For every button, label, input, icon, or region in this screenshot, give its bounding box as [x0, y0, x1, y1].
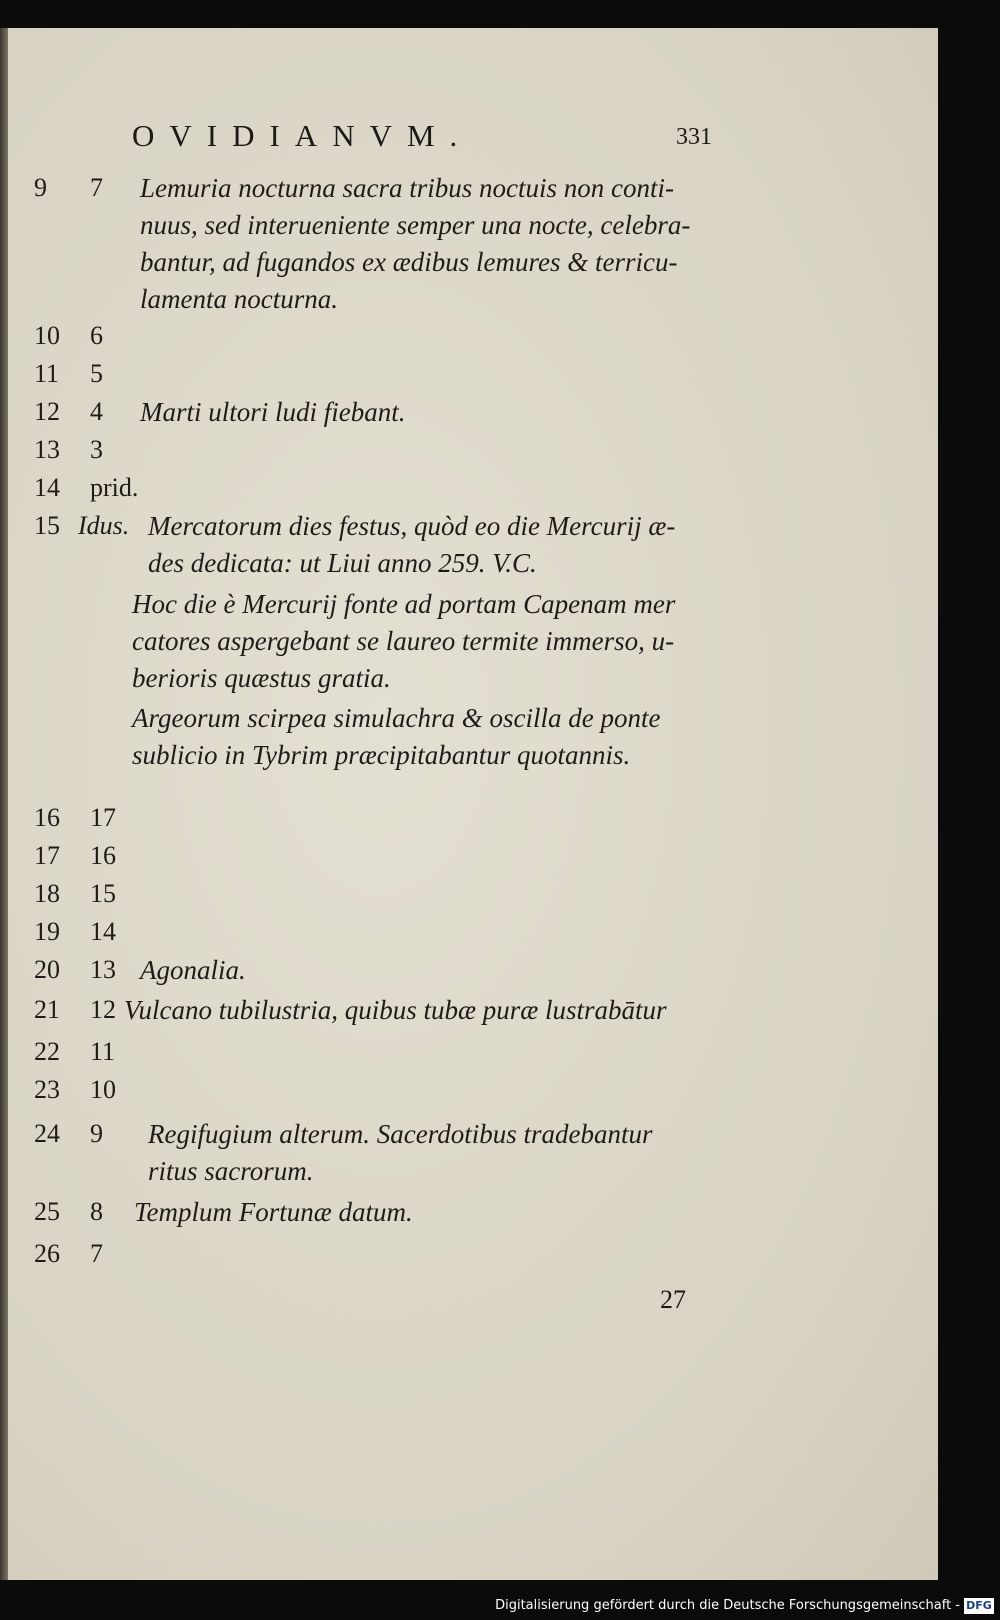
day-number: 15: [34, 511, 60, 540]
catchword: 27: [660, 1285, 686, 1314]
calendar-entry: [0, 1034, 1000, 1070]
day-number: 16: [34, 803, 60, 832]
entry-text: Marti ultori ludi fiebant.: [140, 397, 406, 427]
day-number: 20: [34, 955, 60, 984]
day-number: 23: [34, 1075, 60, 1104]
roman-count: 17: [90, 803, 116, 832]
day-number: 18: [34, 879, 60, 908]
calendar-entry: [0, 1236, 1000, 1272]
calendar-entry: [0, 1072, 1000, 1108]
roman-count: 13: [90, 955, 116, 984]
day-number: 21: [34, 995, 60, 1024]
calendar-entry: [0, 952, 1000, 988]
roman-count: 8: [90, 1197, 103, 1226]
day-number: 24: [34, 1119, 60, 1148]
roman-count: 16: [90, 841, 116, 870]
day-number: 12: [34, 397, 60, 426]
entry-text: Lemuria nocturna sacra tribus noctuis non conti- nuus, sed interueniente semper una nocte, celebra- bantur, ad fugandos ex ædibus lemures & terricu- lamenta nocturna.: [140, 173, 691, 314]
roman-count: 7: [90, 1239, 103, 1268]
calendar-entry: [0, 170, 1000, 314]
day-number: 11: [34, 359, 60, 388]
calendar-entry: [0, 992, 1000, 1028]
calendar-entry: [0, 800, 1000, 836]
calendar-entry: [0, 508, 1000, 578]
entry-text: Agonalia.: [140, 955, 246, 985]
day-number: 10: [34, 321, 60, 350]
roman-count: 10: [90, 1075, 116, 1104]
entry-text: Mercatorum dies festus, quòd eo die Mercurij æ- des dedicata: ut Liui anno 259. V.C.: [148, 511, 676, 578]
calendar-entry: [0, 838, 1000, 874]
entry-text: Hoc die è Mercurij fonte ad portam Capenam mer catores aspergebant se laureo termite immerso, u- berioris quæstus gratia.: [132, 589, 676, 693]
roman-count: 7: [90, 173, 103, 202]
entry-text: Argeorum scirpea simulachra & oscilla de ponte sublicio in Tybrim præcipitabantur quotannis.: [132, 703, 661, 770]
roman-count: 6: [90, 321, 103, 350]
day-number: 17: [34, 841, 60, 870]
page-header: [132, 118, 712, 158]
roman-count: 14: [90, 917, 116, 946]
calendar-entry: [0, 1194, 1000, 1230]
calendar-entry: [0, 394, 1000, 430]
day-number: 25: [34, 1197, 60, 1226]
roman-count: 11: [90, 1037, 116, 1066]
entry-text: Templum Fortunæ datum.: [134, 1197, 413, 1227]
calendar-entry-continuation: [0, 700, 1000, 770]
day-number: 22: [34, 1037, 60, 1066]
roman-count: 9: [90, 1119, 103, 1148]
roman-count: prid.: [90, 473, 139, 502]
day-number: 26: [34, 1239, 60, 1268]
entry-text: Regifugium alterum. Sacerdotibus tradebantur ritus sacrorum.: [148, 1119, 653, 1186]
roman-count: 3: [90, 435, 103, 464]
calendar-entry: [0, 470, 1000, 506]
calendar-entry: [0, 432, 1000, 468]
day-number: 13: [34, 435, 60, 464]
page-number: 331: [676, 124, 712, 150]
calendar-entry: [0, 356, 1000, 392]
funding-credit: Digitalisierung gefördert durch die Deutsche Forschungsgemeinschaft -: [495, 1598, 960, 1613]
day-number: 14: [34, 473, 60, 502]
roman-count: Idus.: [78, 511, 130, 540]
calendar-entry: [0, 876, 1000, 912]
calendar-entry: [0, 318, 1000, 354]
running-title: OVIDIANVM.: [132, 118, 473, 153]
roman-count: 12: [90, 995, 116, 1024]
calendar-entry: [0, 914, 1000, 950]
calendar-entry-continuation: [0, 586, 1000, 693]
day-number: 19: [34, 917, 60, 946]
roman-count: 4: [90, 397, 103, 426]
dfg-logo-icon: DFG: [964, 1598, 994, 1614]
entry-text: Vulcano tubilustria, quibus tubæ puræ lustrabātur: [124, 995, 667, 1025]
roman-count: 5: [90, 359, 103, 388]
calendar-entry: [0, 1116, 1000, 1186]
day-number: 9: [34, 173, 47, 202]
roman-count: 15: [90, 879, 116, 908]
footer-bar: [0, 1584, 1000, 1620]
